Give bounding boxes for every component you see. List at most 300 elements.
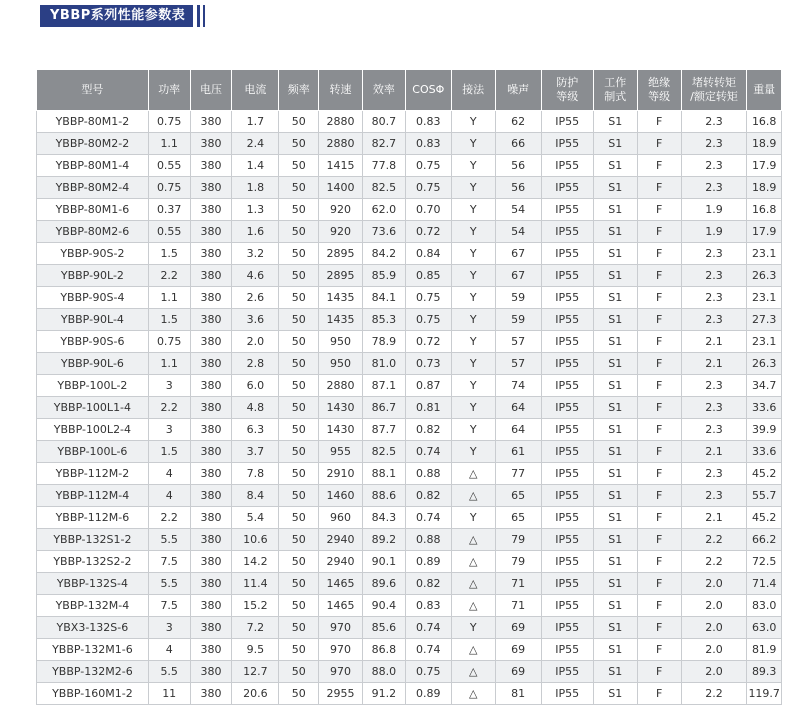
table-cell: 1.9 xyxy=(681,221,747,243)
table-cell: 1.5 xyxy=(148,441,190,463)
table-cell: S1 xyxy=(593,265,637,287)
table-cell: 34.7 xyxy=(747,375,782,397)
table-cell: 1435 xyxy=(319,287,363,309)
table-cell: 0.82 xyxy=(405,419,451,441)
table-row xyxy=(37,573,782,595)
table-cell: 380 xyxy=(190,111,232,133)
table-cell: YBBP-90S-6 xyxy=(37,331,149,353)
table-cell: IP55 xyxy=(541,199,593,221)
table-cell: 2895 xyxy=(319,243,363,265)
spec-table xyxy=(36,69,782,705)
table-cell: F xyxy=(637,683,681,705)
table-cell: 1465 xyxy=(319,595,363,617)
table-cell: YBBP-132S2-2 xyxy=(37,551,149,573)
table-cell: 2.3 xyxy=(681,463,747,485)
table-cell: 50 xyxy=(279,595,319,617)
table-cell: 67 xyxy=(495,243,541,265)
table-cell: S1 xyxy=(593,573,637,595)
table-cell: 56 xyxy=(495,177,541,199)
table-cell: Y xyxy=(451,177,495,199)
table-row xyxy=(37,177,782,199)
table-cell: 7.8 xyxy=(232,463,279,485)
table-cell: S1 xyxy=(593,111,637,133)
table-cell: 50 xyxy=(279,221,319,243)
table-cell: Y xyxy=(451,199,495,221)
table-cell: S1 xyxy=(593,221,637,243)
table-cell: 380 xyxy=(190,419,232,441)
table-cell: S1 xyxy=(593,397,637,419)
table-cell: YBBP-112M-2 xyxy=(37,463,149,485)
column-header: 电压 xyxy=(190,70,232,111)
table-cell: 71.4 xyxy=(747,573,782,595)
table-cell: 83.0 xyxy=(747,595,782,617)
table-cell: 0.81 xyxy=(405,397,451,419)
table-cell: 2.1 xyxy=(681,353,747,375)
table-cell: 57 xyxy=(495,353,541,375)
table-cell: 86.7 xyxy=(362,397,405,419)
table-cell: S1 xyxy=(593,683,637,705)
table-cell: F xyxy=(637,243,681,265)
table-cell: 2.2 xyxy=(148,397,190,419)
column-header: 电流 xyxy=(232,70,279,111)
table-cell: IP55 xyxy=(541,463,593,485)
table-cell: 4.8 xyxy=(232,397,279,419)
table-cell: 2.3 xyxy=(681,155,747,177)
table-cell: 69 xyxy=(495,661,541,683)
table-cell: YBBP-132M1-6 xyxy=(37,639,149,661)
table-row xyxy=(37,507,782,529)
table-cell: 0.72 xyxy=(405,331,451,353)
table-cell: 91.2 xyxy=(362,683,405,705)
table-row xyxy=(37,243,782,265)
table-cell: 380 xyxy=(190,265,232,287)
table-cell: YBBP-80M1-2 xyxy=(37,111,149,133)
table-cell: 2.0 xyxy=(681,573,747,595)
table-cell: Y xyxy=(451,221,495,243)
table-cell: 0.55 xyxy=(148,155,190,177)
table-cell: Y xyxy=(451,397,495,419)
table-cell: 89.3 xyxy=(747,661,782,683)
table-cell: YBBP-112M-6 xyxy=(37,507,149,529)
table-cell: 10.6 xyxy=(232,529,279,551)
table-cell: 88.0 xyxy=(362,661,405,683)
table-cell: S1 xyxy=(593,529,637,551)
table-cell: 2940 xyxy=(319,529,363,551)
table-cell: 1.8 xyxy=(232,177,279,199)
table-cell: F xyxy=(637,177,681,199)
table-cell: YBBP-90S-2 xyxy=(37,243,149,265)
table-row xyxy=(37,441,782,463)
table-cell: 87.7 xyxy=(362,419,405,441)
table-cell: 2.1 xyxy=(681,441,747,463)
table-cell: 50 xyxy=(279,155,319,177)
column-header: 频率 xyxy=(279,70,319,111)
table-cell: 0.83 xyxy=(405,595,451,617)
table-cell: 18.9 xyxy=(747,133,782,155)
table-cell: S1 xyxy=(593,287,637,309)
table-cell: IP55 xyxy=(541,441,593,463)
table-cell: Y xyxy=(451,441,495,463)
table-cell: 45.2 xyxy=(747,507,782,529)
table-cell: 1.3 xyxy=(232,199,279,221)
table-cell: F xyxy=(637,199,681,221)
table-cell: F xyxy=(637,573,681,595)
table-cell: 3.6 xyxy=(232,309,279,331)
table-cell: 2.2 xyxy=(681,683,747,705)
table-cell: F xyxy=(637,309,681,331)
table-cell: 920 xyxy=(319,221,363,243)
table-cell: △ xyxy=(451,595,495,617)
table-cell: 970 xyxy=(319,661,363,683)
table-cell: 62.0 xyxy=(362,199,405,221)
table-cell: 2.3 xyxy=(681,111,747,133)
column-header: 工作 制式 xyxy=(593,70,637,111)
table-cell: 0.74 xyxy=(405,639,451,661)
table-cell: 50 xyxy=(279,111,319,133)
table-cell: 2.0 xyxy=(232,331,279,353)
table-cell: 50 xyxy=(279,375,319,397)
table-cell: IP55 xyxy=(541,221,593,243)
table-cell: 84.1 xyxy=(362,287,405,309)
table-cell: 85.3 xyxy=(362,309,405,331)
table-cell: 50 xyxy=(279,551,319,573)
table-cell: F xyxy=(637,419,681,441)
table-row xyxy=(37,111,782,133)
table-cell: 2.3 xyxy=(681,397,747,419)
table-cell: 380 xyxy=(190,331,232,353)
table-cell: 1.1 xyxy=(148,353,190,375)
table-cell: 2955 xyxy=(319,683,363,705)
table-cell: 16.8 xyxy=(747,199,782,221)
table-cell: 0.88 xyxy=(405,529,451,551)
table-cell: IP55 xyxy=(541,331,593,353)
table-cell: F xyxy=(637,661,681,683)
table-cell: 11.4 xyxy=(232,573,279,595)
table-cell: 55.7 xyxy=(747,485,782,507)
table-cell: YBBP-90L-2 xyxy=(37,265,149,287)
column-header: 绝缘 等级 xyxy=(637,70,681,111)
table-cell: 7.2 xyxy=(232,617,279,639)
table-cell: YBBP-80M2-2 xyxy=(37,133,149,155)
table-cell: 50 xyxy=(279,419,319,441)
table-cell: F xyxy=(637,551,681,573)
table-cell: F xyxy=(637,375,681,397)
table-cell: F xyxy=(637,353,681,375)
column-header: 接法 xyxy=(451,70,495,111)
table-cell: 0.83 xyxy=(405,133,451,155)
table-cell: IP55 xyxy=(541,551,593,573)
table-cell: Y xyxy=(451,133,495,155)
table-row xyxy=(37,463,782,485)
table-cell: 0.84 xyxy=(405,243,451,265)
table-cell: 0.83 xyxy=(405,111,451,133)
table-cell: 970 xyxy=(319,639,363,661)
table-cell: 56 xyxy=(495,155,541,177)
table-cell: 380 xyxy=(190,199,232,221)
table-cell: 54 xyxy=(495,221,541,243)
table-cell: △ xyxy=(451,485,495,507)
table-cell: IP55 xyxy=(541,639,593,661)
table-cell: 1400 xyxy=(319,177,363,199)
table-cell: 2.2 xyxy=(148,507,190,529)
table-cell: 0.85 xyxy=(405,265,451,287)
table-row xyxy=(37,397,782,419)
table-cell: 50 xyxy=(279,441,319,463)
table-cell: YBBP-80M1-4 xyxy=(37,155,149,177)
table-cell: 380 xyxy=(190,595,232,617)
table-cell: 5.5 xyxy=(148,529,190,551)
table-cell: 2880 xyxy=(319,133,363,155)
table-cell: 2880 xyxy=(319,375,363,397)
table-cell: △ xyxy=(451,463,495,485)
table-cell: 50 xyxy=(279,331,319,353)
table-cell: IP55 xyxy=(541,507,593,529)
table-cell: 2.0 xyxy=(681,639,747,661)
table-cell: 81.9 xyxy=(747,639,782,661)
table-cell: Y xyxy=(451,419,495,441)
table-cell: F xyxy=(637,507,681,529)
table-cell: 5.5 xyxy=(148,661,190,683)
table-cell: S1 xyxy=(593,507,637,529)
title-bar xyxy=(40,5,205,27)
table-cell: 74 xyxy=(495,375,541,397)
table-cell: 79 xyxy=(495,551,541,573)
table-cell: 0.82 xyxy=(405,485,451,507)
table-cell: 50 xyxy=(279,243,319,265)
table-cell: 20.6 xyxy=(232,683,279,705)
table-cell: 960 xyxy=(319,507,363,529)
table-cell: 50 xyxy=(279,661,319,683)
table-cell: 0.55 xyxy=(148,221,190,243)
table-cell: 2.0 xyxy=(681,595,747,617)
table-cell: S1 xyxy=(593,485,637,507)
table-cell: 2.3 xyxy=(681,309,747,331)
table-cell: 0.89 xyxy=(405,551,451,573)
table-cell: 9.5 xyxy=(232,639,279,661)
table-cell: 26.3 xyxy=(747,353,782,375)
table-row xyxy=(37,331,782,353)
table-cell: YBBP-100L2-4 xyxy=(37,419,149,441)
table-cell: 2.3 xyxy=(681,265,747,287)
table-cell: 2.3 xyxy=(681,133,747,155)
table-cell: F xyxy=(637,639,681,661)
table-cell: 6.0 xyxy=(232,375,279,397)
table-cell: IP55 xyxy=(541,573,593,595)
table-cell: F xyxy=(637,331,681,353)
table-cell: 79 xyxy=(495,529,541,551)
table-cell: 4 xyxy=(148,639,190,661)
table-cell: 0.75 xyxy=(405,287,451,309)
table-row xyxy=(37,639,782,661)
table-cell: 15.2 xyxy=(232,595,279,617)
table-cell: 33.6 xyxy=(747,397,782,419)
table-cell: 11 xyxy=(148,683,190,705)
table-cell: S1 xyxy=(593,375,637,397)
table-cell: 71 xyxy=(495,573,541,595)
table-cell: 54 xyxy=(495,199,541,221)
table-cell: 23.1 xyxy=(747,243,782,265)
table-cell: 380 xyxy=(190,485,232,507)
table-cell: Y xyxy=(451,287,495,309)
table-cell: Y xyxy=(451,507,495,529)
table-cell: YBBP-100L-6 xyxy=(37,441,149,463)
table-cell: YBBP-132S1-2 xyxy=(37,529,149,551)
table-cell: 59 xyxy=(495,309,541,331)
table-cell: 1430 xyxy=(319,419,363,441)
table-cell: S1 xyxy=(593,331,637,353)
table-cell: 6.3 xyxy=(232,419,279,441)
table-cell: IP55 xyxy=(541,529,593,551)
table-cell: 0.73 xyxy=(405,353,451,375)
table-cell: 3 xyxy=(148,617,190,639)
table-cell: 62 xyxy=(495,111,541,133)
table-cell: 0.75 xyxy=(148,111,190,133)
table-cell: 2.3 xyxy=(681,419,747,441)
table-cell: 2910 xyxy=(319,463,363,485)
table-cell: 2.2 xyxy=(681,551,747,573)
table-cell: 84.3 xyxy=(362,507,405,529)
table-cell: 71 xyxy=(495,595,541,617)
table-cell: 84.2 xyxy=(362,243,405,265)
table-cell: 87.1 xyxy=(362,375,405,397)
table-cell: 950 xyxy=(319,331,363,353)
table-cell: YBBP-160M1-2 xyxy=(37,683,149,705)
table-cell: 8.4 xyxy=(232,485,279,507)
title-stripe xyxy=(203,5,205,27)
table-cell: F xyxy=(637,265,681,287)
table-cell: 50 xyxy=(279,265,319,287)
table-cell: 59 xyxy=(495,287,541,309)
table-row xyxy=(37,287,782,309)
table-cell: 66.2 xyxy=(747,529,782,551)
table-cell: 3.7 xyxy=(232,441,279,463)
table-cell: 85.9 xyxy=(362,265,405,287)
table-cell: 5.4 xyxy=(232,507,279,529)
table-cell: 0.72 xyxy=(405,221,451,243)
table-cell: △ xyxy=(451,551,495,573)
table-cell: Y xyxy=(451,617,495,639)
table-cell: IP55 xyxy=(541,419,593,441)
table-cell: 90.4 xyxy=(362,595,405,617)
table-cell: 1415 xyxy=(319,155,363,177)
table-cell: IP55 xyxy=(541,177,593,199)
table-cell: YBBP-80M1-6 xyxy=(37,199,149,221)
table-cell: YBBP-90L-4 xyxy=(37,309,149,331)
table-cell: 1.7 xyxy=(232,111,279,133)
table-cell: 77 xyxy=(495,463,541,485)
table-cell: 2.3 xyxy=(681,375,747,397)
table-cell: 0.70 xyxy=(405,199,451,221)
table-cell: S1 xyxy=(593,199,637,221)
table-cell: S1 xyxy=(593,133,637,155)
table-cell: F xyxy=(637,485,681,507)
table-cell: 82.7 xyxy=(362,133,405,155)
table-cell: IP55 xyxy=(541,265,593,287)
table-cell: 380 xyxy=(190,507,232,529)
table-cell: 26.3 xyxy=(747,265,782,287)
table-cell: YBBP-132M2-6 xyxy=(37,661,149,683)
table-cell: 0.74 xyxy=(405,617,451,639)
table-cell: S1 xyxy=(593,595,637,617)
table-cell: F xyxy=(637,287,681,309)
table-cell: 57 xyxy=(495,331,541,353)
table-cell: F xyxy=(637,155,681,177)
table-cell: 970 xyxy=(319,617,363,639)
table-cell: YBBP-80M2-4 xyxy=(37,177,149,199)
table-row xyxy=(37,529,782,551)
table-cell: 2.3 xyxy=(681,287,747,309)
table-cell: 955 xyxy=(319,441,363,463)
table-cell: 380 xyxy=(190,177,232,199)
table-cell: IP55 xyxy=(541,397,593,419)
table-cell: 380 xyxy=(190,639,232,661)
table-cell: 380 xyxy=(190,221,232,243)
table-cell: S1 xyxy=(593,617,637,639)
table-cell: 380 xyxy=(190,353,232,375)
table-cell: Y xyxy=(451,155,495,177)
table-cell: 64 xyxy=(495,419,541,441)
table-cell: YBBP-132S-4 xyxy=(37,573,149,595)
table-cell: 89.6 xyxy=(362,573,405,595)
table-cell: 90.1 xyxy=(362,551,405,573)
table-cell: 50 xyxy=(279,133,319,155)
column-header: 效率 xyxy=(362,70,405,111)
table-cell: 380 xyxy=(190,133,232,155)
table-cell: 12.7 xyxy=(232,661,279,683)
table-row xyxy=(37,617,782,639)
table-cell: △ xyxy=(451,639,495,661)
table-cell: IP55 xyxy=(541,133,593,155)
table-cell: 5.5 xyxy=(148,573,190,595)
table-cell: 0.75 xyxy=(405,309,451,331)
table-cell: 0.75 xyxy=(405,155,451,177)
table-cell: 7.5 xyxy=(148,595,190,617)
table-cell: 2895 xyxy=(319,265,363,287)
table-cell: Y xyxy=(451,111,495,133)
table-cell: 0.74 xyxy=(405,507,451,529)
table-row xyxy=(37,551,782,573)
table-cell: S1 xyxy=(593,639,637,661)
table-cell: 380 xyxy=(190,155,232,177)
table-cell: 3 xyxy=(148,375,190,397)
table-cell: 0.37 xyxy=(148,199,190,221)
table-cell: 4 xyxy=(148,485,190,507)
table-cell: 73.6 xyxy=(362,221,405,243)
table-cell: Y xyxy=(451,353,495,375)
table-cell: 0.74 xyxy=(405,441,451,463)
table-cell: 1.4 xyxy=(232,155,279,177)
table-cell: 3 xyxy=(148,419,190,441)
table-cell: 1435 xyxy=(319,309,363,331)
table-cell: Y xyxy=(451,331,495,353)
table-cell: 61 xyxy=(495,441,541,463)
table-cell: 2880 xyxy=(319,111,363,133)
table-cell: 380 xyxy=(190,397,232,419)
table-cell: 380 xyxy=(190,309,232,331)
table-cell: 17.9 xyxy=(747,221,782,243)
column-header: 防护 等级 xyxy=(541,70,593,111)
table-cell: 2.1 xyxy=(681,507,747,529)
table-cell: 23.1 xyxy=(747,331,782,353)
table-cell: 18.9 xyxy=(747,177,782,199)
table-cell: IP55 xyxy=(541,243,593,265)
table-cell: 63.0 xyxy=(747,617,782,639)
table-cell: 2.3 xyxy=(681,243,747,265)
table-cell: IP55 xyxy=(541,683,593,705)
table-row xyxy=(37,309,782,331)
column-header: 堵转转矩 /额定转矩 xyxy=(681,70,747,111)
table-cell: 2.8 xyxy=(232,353,279,375)
